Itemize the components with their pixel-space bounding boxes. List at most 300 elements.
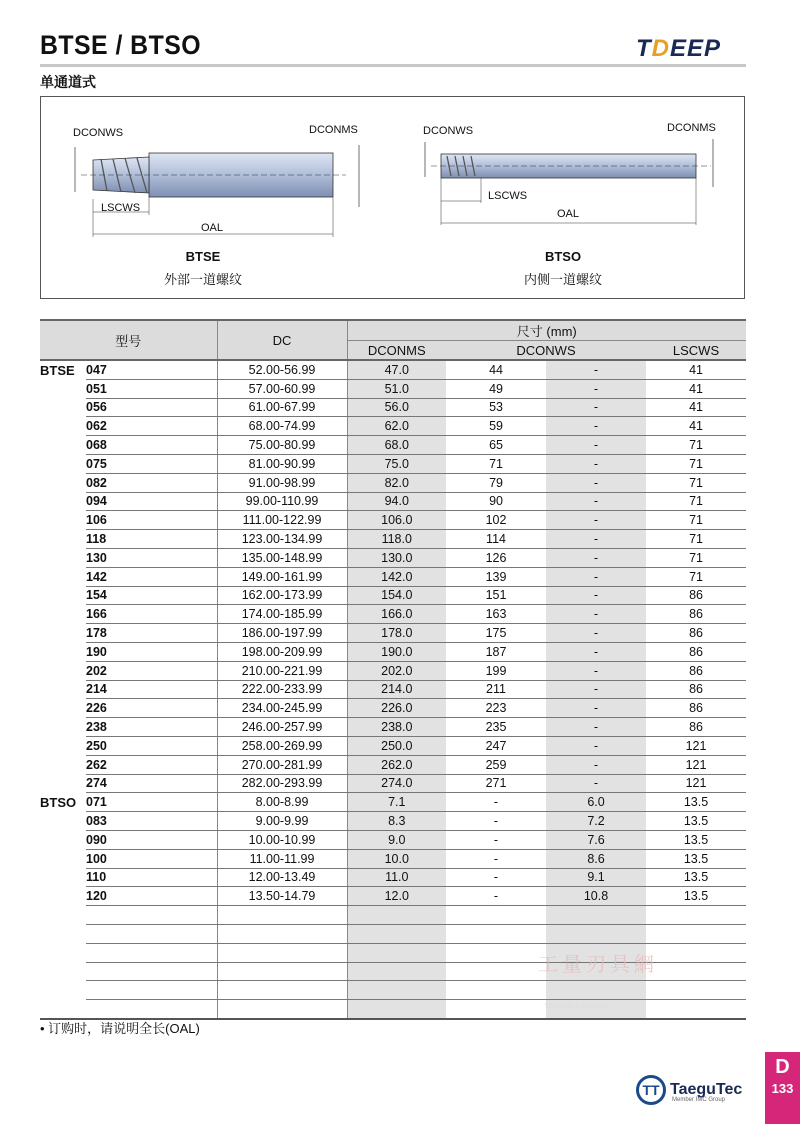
- dc-cell: 10.00-10.99: [217, 830, 347, 849]
- lscws-cell: 13.5: [646, 849, 746, 868]
- dc-cell: [217, 924, 347, 943]
- dconws-cell: -: [446, 812, 546, 831]
- btso-dconws-label: DCONWS: [423, 125, 474, 137]
- series-cell: [40, 962, 86, 981]
- dconms-cell: 226.0: [347, 699, 446, 718]
- table-row: [40, 718, 746, 737]
- dconws-alt-cell: -: [546, 511, 646, 530]
- dconws-alt-cell: 7.2: [546, 812, 646, 831]
- code-cell: 178: [86, 624, 217, 643]
- code-cell: 075: [86, 454, 217, 473]
- dconws-alt-cell: -: [546, 567, 646, 586]
- logo-sub: Member IMC Group: [672, 1097, 726, 1103]
- dconws-alt-cell: -: [546, 548, 646, 567]
- dconms-cell: 12.0: [347, 887, 446, 906]
- btse-dconws-label: DCONWS: [73, 127, 124, 139]
- code-cell: 214: [86, 680, 217, 699]
- title-rule: [40, 64, 746, 67]
- dconws-cell: -: [446, 793, 546, 812]
- series-cell: [40, 454, 86, 473]
- dconws-cell: 259: [446, 755, 546, 774]
- dconws-alt-cell: -: [546, 454, 646, 473]
- table-row: [40, 548, 746, 567]
- code-cell: [86, 906, 217, 925]
- code-cell: 118: [86, 530, 217, 549]
- dconws-cell: 247: [446, 736, 546, 755]
- series-cell: [40, 567, 86, 586]
- footnote: • 订购时，请说明全长(OAL): [40, 1021, 200, 1036]
- page-subtitle: 单通道式: [40, 74, 96, 90]
- dconws-alt-cell: -: [546, 417, 646, 436]
- lscws-cell: [646, 1000, 746, 1019]
- watermark-url: WWW.GLRJW.COM: [545, 1003, 609, 1010]
- table-row: [40, 511, 746, 530]
- watermark: 工量刃具網: [538, 954, 658, 976]
- dconws-cell: 175: [446, 624, 546, 643]
- dconws-cell: 79: [446, 473, 546, 492]
- dconws-alt-cell: -: [546, 605, 646, 624]
- dconws-cell: 271: [446, 774, 546, 793]
- dconws-cell: [446, 981, 546, 1000]
- dconws-cell: 199: [446, 661, 546, 680]
- series-cell: [40, 530, 86, 549]
- dc-cell: 246.00-257.99: [217, 718, 347, 737]
- dconws-alt-cell: [546, 906, 646, 925]
- series-cell: BTSE: [40, 362, 75, 378]
- code-cell: 106: [86, 511, 217, 530]
- table-row: [40, 906, 746, 925]
- dconms-cell: [347, 962, 446, 981]
- series-cell: [40, 436, 86, 455]
- code-cell: 250: [86, 736, 217, 755]
- table-row: [40, 1000, 746, 1019]
- dconws-cell: -: [446, 887, 546, 906]
- dconws-cell: 90: [446, 492, 546, 511]
- series-cell: [40, 755, 86, 774]
- code-cell: 100: [86, 849, 217, 868]
- dconws-cell: -: [446, 849, 546, 868]
- dconws-alt-cell: -: [546, 624, 646, 643]
- dconws-cell: -: [446, 868, 546, 887]
- table-row: [40, 360, 746, 379]
- lscws-cell: 86: [646, 586, 746, 605]
- dconms-cell: 178.0: [347, 624, 446, 643]
- table-row: [40, 586, 746, 605]
- dconws-alt-cell: 8.6: [546, 849, 646, 868]
- series-cell: [40, 548, 86, 567]
- dconws-cell: [446, 1000, 546, 1019]
- code-cell: 238: [86, 718, 217, 737]
- code-cell: 142: [86, 567, 217, 586]
- code-cell: 083: [86, 812, 217, 831]
- lscws-cell: 86: [646, 642, 746, 661]
- code-cell: 071: [86, 793, 217, 812]
- dc-cell: 210.00-221.99: [217, 661, 347, 680]
- lscws-cell: 86: [646, 718, 746, 737]
- dconws-header: DCONWS: [446, 341, 646, 361]
- series-cell: [40, 868, 86, 887]
- table-row: [40, 868, 746, 887]
- code-cell: 062: [86, 417, 217, 436]
- lscws-cell: 71: [646, 454, 746, 473]
- dc-cell: 234.00-245.99: [217, 699, 347, 718]
- series-cell: [40, 943, 86, 962]
- dconws-alt-cell: -: [546, 680, 646, 699]
- lscws-cell: 121: [646, 774, 746, 793]
- dconws-cell: 223: [446, 699, 546, 718]
- dconms-cell: 10.0: [347, 849, 446, 868]
- dc-header: DC: [217, 320, 347, 360]
- dconws-alt-cell: -: [546, 736, 646, 755]
- code-cell: 056: [86, 398, 217, 417]
- btse-dconms-label: DCONMS: [309, 124, 358, 136]
- dconws-cell: 211: [446, 680, 546, 699]
- dconms-cell: 9.0: [347, 830, 446, 849]
- lscws-cell: 13.5: [646, 793, 746, 812]
- dconms-cell: 8.3: [347, 812, 446, 831]
- dconms-cell: 68.0: [347, 436, 446, 455]
- dconws-cell: 102: [446, 511, 546, 530]
- lscws-cell: 41: [646, 379, 746, 398]
- dconws-alt-cell: -: [546, 699, 646, 718]
- dconws-alt-cell: -: [546, 642, 646, 661]
- section-letter: D: [775, 1056, 790, 1078]
- dc-cell: 8.00-8.99: [217, 793, 347, 812]
- code-cell: [86, 981, 217, 1000]
- dconws-alt-cell: -: [546, 379, 646, 398]
- table-row: [40, 755, 746, 774]
- dconms-cell: 94.0: [347, 492, 446, 511]
- btso-lscws-label: LSCWS: [488, 190, 528, 202]
- code-cell: 226: [86, 699, 217, 718]
- dc-cell: 149.00-161.99: [217, 567, 347, 586]
- dc-cell: 91.00-98.99: [217, 473, 347, 492]
- series-cell: [40, 718, 86, 737]
- lscws-cell: 71: [646, 492, 746, 511]
- dconws-cell: 53: [446, 398, 546, 417]
- table-row: [40, 398, 746, 417]
- lscws-cell: 71: [646, 436, 746, 455]
- code-cell: [86, 943, 217, 962]
- tool-diagram: [40, 96, 745, 299]
- btso-desc: 内侧一道螺纹: [523, 272, 602, 287]
- code-cell: 120: [86, 887, 217, 906]
- dconws-alt-cell: -: [546, 530, 646, 549]
- series-cell: [40, 624, 86, 643]
- series-cell: [40, 774, 86, 793]
- dconms-cell: 154.0: [347, 586, 446, 605]
- dconms-cell: 56.0: [347, 398, 446, 417]
- series-cell: [40, 398, 86, 417]
- dc-cell: 81.00-90.99: [217, 454, 347, 473]
- taegutec-logo: [636, 1075, 742, 1105]
- lscws-cell: 41: [646, 398, 746, 417]
- lscws-cell: 121: [646, 755, 746, 774]
- dconws-alt-cell: -: [546, 586, 646, 605]
- dc-cell: 111.00-122.99: [217, 511, 347, 530]
- table-row: [40, 436, 746, 455]
- lscws-cell: [646, 962, 746, 981]
- page-title: BTSE / BTSO: [40, 30, 202, 60]
- brand-logo: TDEEP: [636, 35, 722, 62]
- dconws-cell: 163: [446, 605, 546, 624]
- series-cell: [40, 511, 86, 530]
- lscws-cell: 86: [646, 624, 746, 643]
- table-row: [40, 680, 746, 699]
- btse-oal-label: OAL: [201, 222, 224, 234]
- dconws-alt-cell: -: [546, 436, 646, 455]
- dc-cell: 174.00-185.99: [217, 605, 347, 624]
- dc-cell: 282.00-293.99: [217, 774, 347, 793]
- dconms-cell: 11.0: [347, 868, 446, 887]
- table-row: [40, 887, 746, 906]
- dconms-cell: 130.0: [347, 548, 446, 567]
- table-row: [40, 661, 746, 680]
- page-tab: [765, 1052, 800, 1124]
- dconms-cell: [347, 943, 446, 962]
- table-row: [40, 774, 746, 793]
- logo-name: TaeguTec: [670, 1081, 743, 1098]
- code-cell: 082: [86, 473, 217, 492]
- dconms-cell: [347, 924, 446, 943]
- table-row: [40, 793, 746, 812]
- btse-lscws-label: LSCWS: [101, 202, 141, 214]
- code-cell: [86, 924, 217, 943]
- dc-cell: 123.00-134.99: [217, 530, 347, 549]
- dconws-alt-cell: -: [546, 398, 646, 417]
- dc-cell: 162.00-173.99: [217, 586, 347, 605]
- lscws-cell: 13.5: [646, 812, 746, 831]
- dconws-alt-cell: -: [546, 473, 646, 492]
- btso-dconms-label: DCONMS: [667, 122, 716, 134]
- code-cell: 090: [86, 830, 217, 849]
- dc-cell: 57.00-60.99: [217, 379, 347, 398]
- spec-table: [40, 319, 746, 1020]
- series-cell: [40, 492, 86, 511]
- code-cell: 047: [86, 360, 217, 379]
- lscws-cell: 86: [646, 699, 746, 718]
- code-cell: 068: [86, 436, 217, 455]
- logo-mark-icon: TT: [636, 1075, 666, 1105]
- btse-desc: 外部一道螺纹: [163, 272, 242, 287]
- dc-cell: 258.00-269.99: [217, 736, 347, 755]
- dconms-header: DCONMS: [347, 341, 446, 361]
- lscws-cell: 71: [646, 530, 746, 549]
- dconws-alt-cell: -: [546, 492, 646, 511]
- dc-cell: [217, 981, 347, 1000]
- code-cell: 262: [86, 755, 217, 774]
- table-row: [40, 473, 746, 492]
- lscws-cell: 41: [646, 417, 746, 436]
- series-cell: [40, 887, 86, 906]
- lscws-cell: [646, 924, 746, 943]
- dconws-alt-cell: [546, 981, 646, 1000]
- dconws-cell: 235: [446, 718, 546, 737]
- series-cell: [40, 981, 86, 1000]
- series-cell: [40, 473, 86, 492]
- model-header: 型号: [40, 320, 217, 360]
- dc-cell: 270.00-281.99: [217, 755, 347, 774]
- code-cell: 130: [86, 548, 217, 567]
- lscws-cell: 71: [646, 567, 746, 586]
- dconms-cell: 166.0: [347, 605, 446, 624]
- series-cell: [40, 830, 86, 849]
- dc-cell: 11.00-11.99: [217, 849, 347, 868]
- table-row: [40, 567, 746, 586]
- dconws-alt-cell: -: [546, 661, 646, 680]
- lscws-cell: 41: [646, 360, 746, 379]
- dc-cell: [217, 906, 347, 925]
- code-cell: 166: [86, 605, 217, 624]
- series-cell: [40, 642, 86, 661]
- lscws-cell: [646, 943, 746, 962]
- dconms-cell: [347, 906, 446, 925]
- series-cell: [40, 680, 86, 699]
- dconws-alt-cell: 9.1: [546, 868, 646, 887]
- dconms-cell: 75.0: [347, 454, 446, 473]
- series-cell: [40, 699, 86, 718]
- dconms-cell: 202.0: [347, 661, 446, 680]
- table-row: [40, 605, 746, 624]
- lscws-cell: 71: [646, 511, 746, 530]
- dconws-alt-cell: 10.8: [546, 887, 646, 906]
- table-row: [40, 530, 746, 549]
- table-row: [40, 830, 746, 849]
- lscws-cell: 13.5: [646, 830, 746, 849]
- dconms-cell: 250.0: [347, 736, 446, 755]
- dconws-cell: [446, 962, 546, 981]
- code-cell: 202: [86, 661, 217, 680]
- series-cell: [40, 1000, 86, 1019]
- code-cell: 051: [86, 379, 217, 398]
- dconws-cell: [446, 943, 546, 962]
- series-cell: [40, 379, 86, 398]
- code-cell: 190: [86, 642, 217, 661]
- dconms-cell: 274.0: [347, 774, 446, 793]
- dconms-cell: 106.0: [347, 511, 446, 530]
- dconws-alt-cell: 6.0: [546, 793, 646, 812]
- dconms-cell: 82.0: [347, 473, 446, 492]
- code-cell: 154: [86, 586, 217, 605]
- lscws-cell: 13.5: [646, 887, 746, 906]
- dconms-cell: [347, 1000, 446, 1019]
- dconws-alt-cell: -: [546, 718, 646, 737]
- code-cell: 094: [86, 492, 217, 511]
- table-row: [40, 812, 746, 831]
- dc-cell: 12.00-13.49: [217, 868, 347, 887]
- dconws-cell: 65: [446, 436, 546, 455]
- lscws-cell: 86: [646, 605, 746, 624]
- dc-cell: [217, 1000, 347, 1019]
- dc-cell: 9.00-9.99: [217, 812, 347, 831]
- dconws-alt-cell: 7.6: [546, 830, 646, 849]
- table-row: [40, 492, 746, 511]
- btso-name: BTSO: [544, 249, 582, 264]
- dc-cell: 13.50-14.79: [217, 887, 347, 906]
- dconws-alt-cell: [546, 924, 646, 943]
- dc-cell: 198.00-209.99: [217, 642, 347, 661]
- btse-name: BTSE: [185, 249, 221, 264]
- series-cell: [40, 586, 86, 605]
- page-number: 133: [771, 1081, 794, 1096]
- dconws-alt-cell: -: [546, 774, 646, 793]
- dconws-alt-cell: -: [546, 360, 646, 379]
- dc-cell: 222.00-233.99: [217, 680, 347, 699]
- table-row: [40, 417, 746, 436]
- series-cell: BTSO: [40, 794, 77, 810]
- dconws-cell: [446, 906, 546, 925]
- dconms-cell: 47.0: [347, 360, 446, 379]
- dconms-cell: 238.0: [347, 718, 446, 737]
- dconws-cell: 151: [446, 586, 546, 605]
- dconws-cell: 139: [446, 567, 546, 586]
- dconws-cell: [446, 924, 546, 943]
- dconms-cell: 190.0: [347, 642, 446, 661]
- dconws-cell: 114: [446, 530, 546, 549]
- lscws-cell: 71: [646, 473, 746, 492]
- dconms-cell: [347, 981, 446, 1000]
- dconws-alt-cell: -: [546, 755, 646, 774]
- lscws-cell: [646, 906, 746, 925]
- dconms-cell: 7.1: [347, 793, 446, 812]
- table-row: [40, 736, 746, 755]
- lscws-cell: 86: [646, 680, 746, 699]
- series-cell: [40, 924, 86, 943]
- dc-cell: 52.00-56.99: [217, 360, 347, 379]
- code-cell: [86, 1000, 217, 1019]
- lscws-cell: 13.5: [646, 868, 746, 887]
- dc-cell: 135.00-148.99: [217, 548, 347, 567]
- dc-cell: 68.00-74.99: [217, 417, 347, 436]
- dconws-cell: -: [446, 830, 546, 849]
- dc-cell: 99.00-110.99: [217, 492, 347, 511]
- series-cell: [40, 812, 86, 831]
- table-row: [40, 454, 746, 473]
- series-cell: [40, 906, 86, 925]
- table-row: [40, 699, 746, 718]
- code-cell: 110: [86, 868, 217, 887]
- code-cell: 274: [86, 774, 217, 793]
- series-cell: [40, 605, 86, 624]
- table-row: [40, 924, 746, 943]
- dc-cell: 75.00-80.99: [217, 436, 347, 455]
- series-cell: [40, 736, 86, 755]
- series-cell: [40, 849, 86, 868]
- series-cell: [40, 417, 86, 436]
- series-cell: [40, 661, 86, 680]
- dconms-cell: 262.0: [347, 755, 446, 774]
- lscws-cell: [646, 981, 746, 1000]
- btso-oal-label: OAL: [557, 208, 580, 220]
- dc-cell: [217, 962, 347, 981]
- dconms-cell: 214.0: [347, 680, 446, 699]
- table-row: [40, 624, 746, 643]
- dc-cell: 61.00-67.99: [217, 398, 347, 417]
- dconws-cell: 187: [446, 642, 546, 661]
- dconms-cell: 142.0: [347, 567, 446, 586]
- dc-cell: 186.00-197.99: [217, 624, 347, 643]
- code-cell: [86, 962, 217, 981]
- dconms-cell: 118.0: [347, 530, 446, 549]
- lscws-header: LSCWS: [646, 341, 746, 361]
- dconws-cell: 126: [446, 548, 546, 567]
- lscws-cell: 86: [646, 661, 746, 680]
- lscws-cell: 121: [646, 736, 746, 755]
- dconms-cell: 51.0: [347, 379, 446, 398]
- lscws-cell: 71: [646, 548, 746, 567]
- dc-cell: [217, 943, 347, 962]
- table-row: [40, 981, 746, 1000]
